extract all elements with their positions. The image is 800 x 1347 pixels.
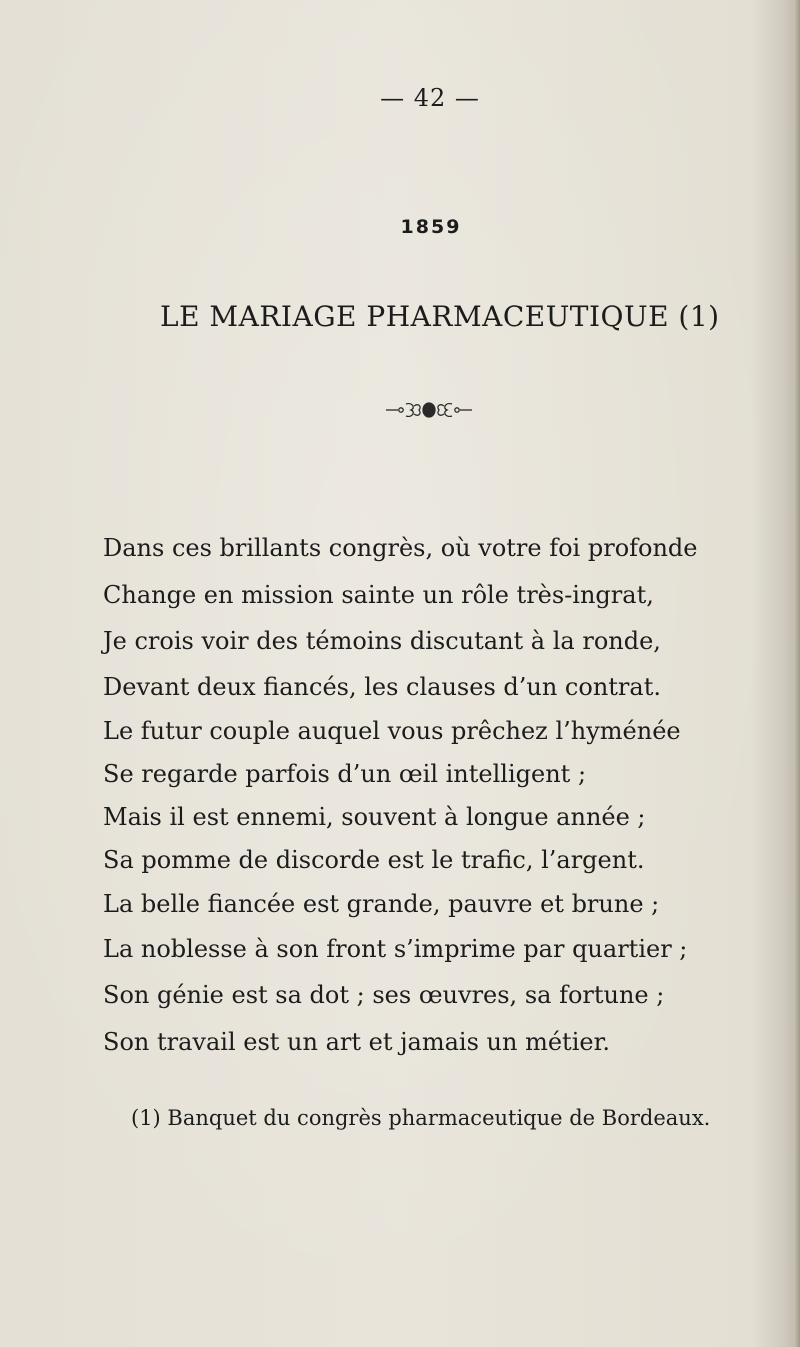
verse-line-4: Devant deux fiancés, les clauses d’un contrat. [103,673,661,701]
footnote: (1) Banquet du congrès pharmaceutique de Bordeaux. [131,1106,711,1130]
verse-line-9: La belle fiancée est grande, pauvre et brune ; [103,890,660,918]
verse-line-5: Le futur couple auquel vous prêchez l’hyménée [103,717,681,745]
verse-line-7: Mais il est ennemi, souvent à longue année ; [103,803,646,831]
verse-line-2: Change en mission sainte un rôle très-ingrat, [103,581,654,609]
verse-line-3: Je crois voir des témoins discutant à la ronde, [103,627,661,655]
poem-title: LE MARIAGE PHARMACEUTIQUE (1) [160,300,720,333]
verse-line-12: Son travail est un art et jamais un métier. [103,1028,611,1056]
ornament-icon [384,398,474,422]
page-edge [794,0,800,1347]
verse-line-1: Dans ces brillants congrès, où votre foi profonde [103,534,698,562]
verse-line-11: Son génie est sa dot ; ses œuvres, sa fortune ; [103,981,665,1009]
verse-line-6: Se regarde parfois d’un œil intelligent ; [103,760,587,788]
verse-line-8: Sa pomme de discorde est le trafic, l’argent. [103,846,645,874]
page-number: — 42 — [380,84,480,112]
verse-line-10: La noblesse à son front s’imprime par quartier ; [103,935,688,963]
poem-year: 1859 [400,216,462,238]
